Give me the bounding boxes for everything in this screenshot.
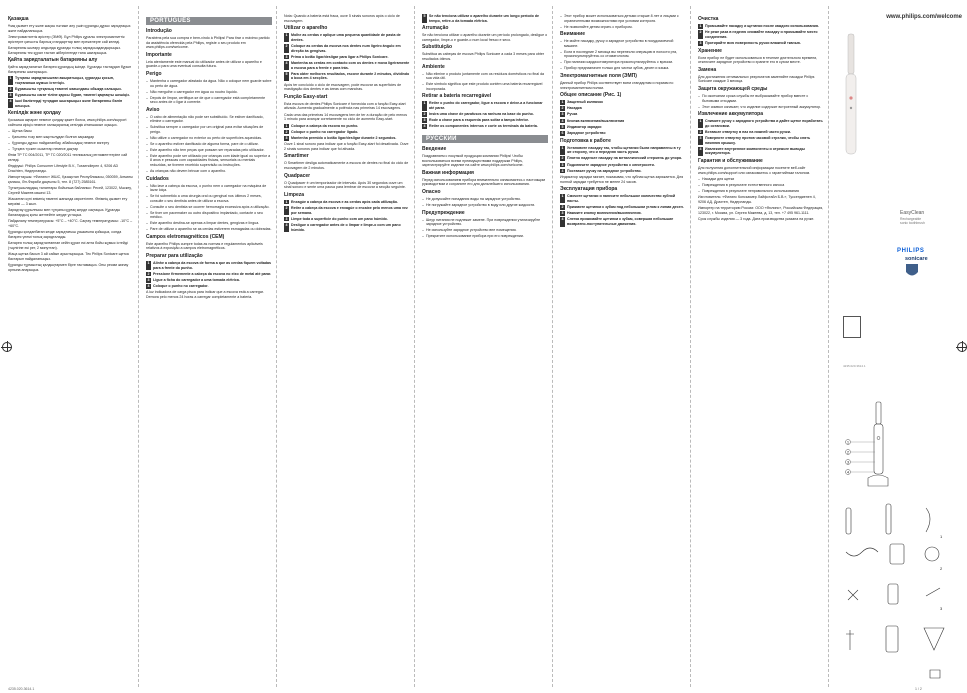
sonicare-logo: sonicare <box>905 256 928 262</box>
svg-text:1: 1 <box>846 439 850 445</box>
print-code: 4235.020.3614.1 <box>843 364 866 368</box>
column-4-portuguese-russian: 5 Se não tenciona utilizar o aparelho durante um longo período de tempo, retire-o da tomada elétrica. Arrumação Se não tenciona utilizar o aparelho durante um período prolongado, desligue o carregador, limpe-o e guarde-o num local fresco e seco. Substituição Substitua as cabeças de escova Philips Sonicare a cada 3 meses para obter resultados ótimos. Ambiente – Não elimine o produto juntamente com os resíduos domésticos no final da sua vida útil. – Este símbolo significa que este produto contém uma bateria recarregável incorporada. Retirar a bateria recarregável 1 Retire o punho do carregador, ligue a escova e deixe-a a funcionar até parar. 2 Insira uma chave de parafusos na ranhura na base do punho. 3 Rode a chave para a esquerda para soltar a tampa inferior. 4 Retire os componentes internos e corte os terminais da bateria. РУССКИЙ Введение Поздравляем с покупкой продукции компании Philips! Чтобы воспользоваться всеми преимуществами поддержки Philips, зарегистрируйте изделие на сайте www.philips.com/welcome. Важная информация Перед использованием прибора внимательно ознакомьтесь с настоящим руководством и сохраните его для дальнейшего использования. Опасно – Не допускайте попадания воды на зарядное устройство. – Не погружайте зарядное устройство в воду или другие жидкости. Предупреждение – Шнур питания не подлежит замене. При повреждении утилизируйте зарядное устройство. – Не используйте зарядное устройство вне помещения. – Прекратите использование прибора при его повреждении. <box>422 14 548 679</box>
ru-section-band: РУССКИЙ <box>422 135 548 143</box>
svg-text:4: 4 <box>846 469 850 475</box>
philips-logo: PHILIPS <box>897 248 925 254</box>
toothbrush-cover-image <box>840 28 880 168</box>
svg-text:2: 2 <box>940 566 943 571</box>
column-5-russian: – Этот прибор может использоваться детьми старше 8 лет и лицами с ограниченными возможностями при условии контроля. – Не позволяйте детям играть с прибором. Внимание – Не мойте насадку, ручку и зарядное устройство в посудомоечной машине. – Если в последние 2 месяца вы перенесли операцию в полости рта, проконсультируйтесь со стоматологом. – При наличии кардиостимулятора проконсультируйтесь с врачом. – Прибор предназначен только для чистки зубов, десен и языка. Электромагнитные поля (ЭМП) Данный прибор Philips соответствует всем стандартам и нормам по электромагнитным полям. Общее описание (Рис. 1) 1 Защитный колпачок 2 Насадка 3 Ручка 4 Кнопка включения/выключения 5 Индикатор зарядки 6 Зарядное устройство Подготовка к работе 1 Установите насадку так, чтобы щетинки были направлены в ту же сторону, что и передняя часть ручки. 2 Плотно наденьте насадку на металлический стержень до упора. 3 Подключите зарядное устройство к электросети. 4 Поставьте ручку на зарядное устройство. Индикатор зарядки мигает, показывая, что зубная щетка заряжается. Для полной зарядки требуется не менее 24 часов. Эксплуатация прибора 1 Смочите щетинки и нанесите небольшое количество зубной пасты. 2 Прижмите щетинки к зубам под небольшим углом к линии десен. 3 Нажмите кнопку включения/выключения. 4 Слегка прижимайте щетинки к зубам, совершая небольшие возвратно-поступательные движения. <box>560 14 686 679</box>
footer-pages: 1 / 2 <box>915 687 922 691</box>
footer-code: 4235.020.3614.1 <box>8 687 35 691</box>
column-1: Қазақша Ұзақ қызмет ету және жақсы нәтиже алу үшін құралды дұрыс зарядтаңыз және пайдаланыңыз. Электромагниттік өрістер (ЭМӨ). Бұл Philips құралы электромагниттік өрістерге қатысты барлық стандарттар мен ережелерге сай келеді. Батареяны шығару алдында құралды толық зарядсыздандырыңыз. Батареяны тек құрал тастап жіберілгенде ғана шығарыңыз. Қайта зарядталатын батареяны алу Қайта зарядталатын батарея құралдың ішінде. Құралды тастаудан бұрын батареяны шығарыңыз. 1 Тұтқаны зарядтағыштан ажыратыңыз, құралды қосып, тоқтағанша жұмыс істетіңіз. 2 Бұрағышты тұтқаның төменгі жағындағы ойыққа салыңыз. 3 Бұрағышты сағат тіліне қарсы бұрап, төменгі қақпақты шешіңіз. 4 Ішкі бөліктерді тұтқадан шығарыңыз және батареяны бөліп алыңыз. Кепілдік және қолдау Қосымша ақпарат немесе қолдау қажет болса, www.philips.com/support сайтына кіріңіз немесе халықаралық кепілдік кітапшасын оқыңыз. – Щетка басы – Қалыпты тозу мен жыртылудан болған зақымдар – Құралды дұрыс пайдаланбау, абайсыздық немесе өзгерту – Тұтқаға түскен сызаттар немесе дақтар Өнім ТР ТС 004/2011, ТР ТС 020/2011 техникалық регламенттеріне сай келеді. Өндіруші: Philips Consumer Lifestyle B.V., Tussendiepen 4, 9206 AD Drachten, Нидерланды. Импорттаушы: «Филипс» ЖШС, Қазақстан Республикасы, 050059, Алматы қаласы, Әл-Фараби даңғылы 5, тел. 8 (727) 2585161. Тұтынушылардың талаптары бойынша байланыс: Ресей, 123022, Мәскеу, Сергей Макеев көшесі 13. Жасалған күні өнімнің төменгі жағында көрсетілген. Өнімнің қызмет ету мерзімі — 3 жыл. Зарядтау құрылғысы мен тұтқаны құрғақ жерде сақтаңыз. Құралды балалардың қолы жетпейтін жерде ұстаңыз. Пайдалану температурасы: +5°C – +40°C. Сақтау температурасы: -10°C – +60°C. Құралды қолданбаған кезде зарядтағыш ұяшығына қойыңыз, сонда батарея үнемі толық зарядталады. Батарея толық зарядталғаннан кейін құрал екі апта бойы жұмыс істейді (тәулігіне екі рет, 2 минуттан). Жаңа щетка басын 3 ай сайын ауыстырыңыз. Тек Philips Sonicare щетка бастарын пайдаланыңыз. Құралды тұрмыстық қалдықтармен бірге тастамаңыз. Оны ресми жинау орнына апарыңыз. <box>8 14 134 679</box>
step-illustrations <box>840 500 960 685</box>
column-3-portuguese: Nota: Quando a bateria está fraca, ouve 5 sinais sonoros após o ciclo de escovagem. Utilizar o aparelho 1 Molhe as cerdas e aplique uma pequena quantidade de pasta de dentes. 2 Coloque as cerdas da escova nos dentes num ligeiro ângulo em direção às gengivas. 3 Prima o botão ligar/desligar para ligar a Philips Sonicare. 4 Mantenha as cerdas em contacto com os dentes e mova ligeiramente a escova para a frente e para trás. 5 Para obter melhores resultados, escove durante 2 minutos, dividindo a boca em 4 secções. Após ter concluído o ciclo de escovagem, pode escovar as superfícies de mastigação dos dentes e as áreas com manchas. Função Easy-start Esta escova de dentes Philips Sonicare é fornecida com a função Easy-start ativada. Aumenta gradualmente a potência nas primeiras 14 escovagens. Cada uma das primeiras 14 escovagens tem de ter a duração de pelo menos 1 minuto para avançar corretamente no ciclo de aumento Easy-start. 1 Coloque a cabeça da escova no punho. 2 Coloque o punho no carregador ligado. 3 Mantenha premido o botão ligar/desligar durante 2 segundos. Ouve 1 sinal sonoro para indicar que a função Easy-start foi desativada. Ouve 2 sinais sonoros para indicar que foi ativada. Smartimer O Smartimer desliga automaticamente a escova de dentes no final do ciclo de escovagem de 2 minutos. Quadpacer O Quadpacer é um temporizador de intervalo. Após 30 segundos ouve um sinal sonoro e sente uma pausa para lembrar de escovar a secção seguinte. Limpeza 1 Enxagúe a cabeça da escova e as cerdas após cada utilização. 2 Retire a cabeça da escova e enxagúe o encaixe pelo menos uma vez por semana. 3 Limpe toda a superfície do punho com um pano húmido. 4 Desligue o carregador antes de o limpar e limpe-o com um pano húmido. <box>284 14 410 232</box>
philips-shield-icon <box>905 263 919 279</box>
product-description: Rechargeable sonic toothbrush <box>900 217 925 225</box>
svg-text:3: 3 <box>846 459 850 465</box>
svg-text:1: 1 <box>940 534 943 539</box>
figure-1-overview <box>842 400 902 495</box>
product-name: EasyClean <box>900 210 925 216</box>
pt-section-band: PORTUGUÊS <box>146 17 272 25</box>
barcode-box <box>843 316 861 338</box>
philips-url: www.philips.com/welcome <box>886 14 962 20</box>
kk-heading: Қазақша <box>8 16 29 22</box>
svg-text:2: 2 <box>846 449 850 455</box>
column-6-russian: Очистка 1 Промывайте насадку и щетинки после каждого использования. 2 Не реже раза в неделю снимайте насадку и промывайте место соединения. 3 Протирайте всю поверхность ручки влажной тканью. Хранение Если прибор не будет использоваться в течение длительного времени, отключите зарядное устройство и храните его в сухом месте. Замена Для достижения оптимальных результатов заменяйте насадки Philips Sonicare каждые 3 месяца. Защита окружающей среды – По окончании срока службы не выбрасывайте прибор вместе с бытовыми отходами. – Этот символ означает, что изделие содержит встроенный аккумулятор. Извлечение аккумулятора 1 Снимите ручку с зарядного устройства и дайте щетке поработать до остановки. 2 Вставьте отвертку в паз на нижней части ручки. 3 Поверните отвертку против часовой стрелки, чтобы снять нижнюю крышку. 4 Извлеките внутренние компоненты и отрежьте выводы аккумулятора. Гарантия и обслуживание Для получения дополнительной информации посетите веб-сайт www.philips.com/support или ознакомьтесь с гарантийным талоном. – Насадки для щетки – Повреждения в результате естественного износа – Повреждения в результате неправильного использования Изготовитель: «Филипс Консьюмер Лайфстайл Б.В.», Туссендиепен 4, 9206 АД, Драхтен, Нидерланды. Импортер на территорию России: ООО «Филипс», Российская Федерация, 123022, г. Москва, ул. Сергея Макеева, д. 13, тел. +7 495 961-1111. Срок службы изделия — 3 года. Дата производства указана на ручке. <box>698 14 824 679</box>
column-2-portuguese: PORTUGUÊS Introdução Parabéns pela sua compra e bem-vindo à Philips! Para tirar o máximo partido da assistência oferecida pela Philips, registe o seu produto em www.philips.com/welcome. Importante Leia atentamente este manual do utilizador antes de utilizar o aparelho e guarde-o para uma eventual consulta futura. Perigo – Mantenha o carregador afastado da água. Não o coloque nem guarde sobre ou perto de água. – Não mergulhe o carregador em água ou noutro líquido. – Depois de limpar, certifique-se de que o carregador está completamente seco antes de o ligar à corrente. Aviso – O cabo de alimentação não pode ser substituído. Se estiver danificado, elimine o carregador. – Substitua sempre o carregador por um original para evitar situações de perigo. – Não utilize o carregador no exterior ou perto de superfícies aquecidas. – Se o aparelho estiver danificado de alguma forma, pare de o utilizar. – Este aparelho não tem peças que possam ser reparadas pelo utilizador. – Este aparelho pode ser utilizado por crianças com idade igual ou superior a 8 anos e pessoas com capacidades físicas, sensoriais ou mentais reduzidas, se tiverem recebido supervisão ou instruções. – As crianças não devem brincar com o aparelho. Cuidados – Não lave a cabeça da escova, o punho nem o carregador na máquina de lavar loiça. – Se foi submetido a uma cirurgia oral ou gengival nos últimos 2 meses, consulte o seu dentista antes de utilizar a escova. – Consulte o seu dentista se ocorrer hemorragia excessiva após a utilização. – Se tiver um pacemaker ou outro dispositivo implantado, contacte o seu médico. – Este aparelho destina-se apenas a limpar dentes, gengivas e língua. – Pare de utilizar o aparelho se as cerdas estiverem esmagadas ou dobradas. Campos eletromagnéticos (CEM) Este aparelho Philips cumpre todas as normas e regulamentos aplicáveis relativos à exposição a campos eletromagnéticos. Preparar para utilização 1 Alinhe a cabeça da escova de forma a que as cerdas fiquem voltadas para a frente do punho. 2 Pressione firmemente a cabeça da escova no eixo de metal até parar. 3 Ligue a ficha do carregador a uma tomada elétrica. 4 Coloque o punho no carregador. A luz indicadora de carga pisca para indicar que a escova está a carregar. Demora pelo menos 24 horas a carregar completamente a bateria. <box>146 14 272 679</box>
svg-text:3: 3 <box>940 606 943 611</box>
